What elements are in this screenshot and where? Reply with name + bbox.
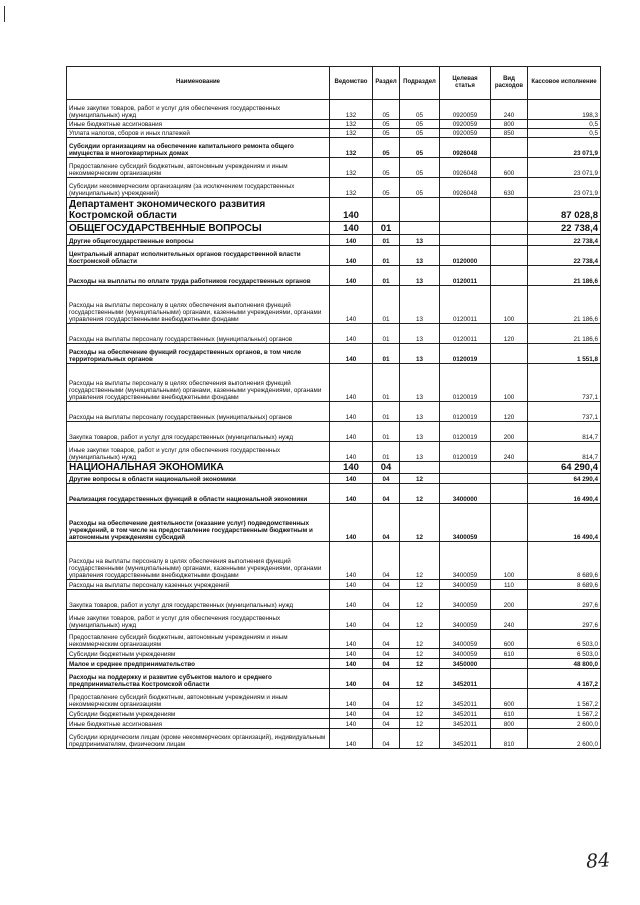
cell-type [491,504,528,542]
cell-cash: 16 490,4 [528,484,601,504]
cell-subsection: 13 [400,344,440,364]
cell-type: 810 [491,729,528,749]
cell-name: ОБЩЕГОСУДАРСТВЕННЫЕ ВОПРОСЫ [67,222,330,235]
cell-name: Малое и среднее предпринимательство [67,659,330,669]
cell-name: Реализация государственных функций в области национальной экономики [67,484,330,504]
cell-name: Иные закупки товаров, работ и услуг для обеспечения государственных (муниципальных) нужд [67,610,330,630]
cell-name: Расходы на обеспечение деятельности (оказание услуг) подведомственных учреждений, в том числе на предоставление государственным бюджетным и автономным учреждениям субсидий [67,504,330,542]
header-section: Раздел [373,67,400,100]
cell-name: Департамент экономического развития Костромской области [67,198,330,222]
cell-section: 05 [373,129,400,138]
cell-type: 600 [491,689,528,709]
cell-cash: 1 551,8 [528,344,601,364]
cell-article: 3400059 [440,649,491,659]
cell-subsection: 12 [400,709,440,719]
cell-article [440,235,491,246]
cell-subsection: 13 [400,266,440,286]
cell-subsection: 12 [400,719,440,729]
cell-cash: 814,7 [528,442,601,462]
table-row [67,324,601,344]
cell-article: 0120019 [440,344,491,364]
cell-dept: 140 [330,198,373,222]
cell-type [491,659,528,669]
cell-article: 0920059 [440,120,491,129]
cell-dept: 140 [330,462,373,474]
cell-type: 200 [491,590,528,610]
cell-dept: 132 [330,129,373,138]
header-cash: Кассовое исполнение [528,67,601,100]
cell-subsection: 13 [400,286,440,324]
cell-section: 04 [373,474,400,484]
cell-type: 850 [491,129,528,138]
cell-section: 04 [373,542,400,580]
cell-type: 600 [491,630,528,649]
cell-name: Расходы на выплаты персоналу казенных учреждений [67,580,330,590]
cell-dept: 140 [330,630,373,649]
table-row [67,689,601,709]
table-row [67,138,601,158]
cell-type [491,235,528,246]
cell-subsection: 12 [400,630,440,649]
cell-cash: 22 738,4 [528,235,601,246]
cell-subsection: 05 [400,178,440,198]
cell-dept: 140 [330,542,373,580]
cell-type: 100 [491,364,528,402]
cell-name: Центральный аппарат исполнительных органов государственной власти Костромской области [67,246,330,266]
cell-subsection: 12 [400,649,440,659]
table-row [67,364,601,402]
cell-cash: 21 186,6 [528,286,601,324]
table-row [67,129,601,138]
cell-subsection: 12 [400,580,440,590]
cell-type [491,198,528,222]
cell-subsection: 13 [400,402,440,422]
cell-article: 0120000 [440,246,491,266]
cell-name: Расходы на обеспечение функций государственных органов, в том числе территориальных органов [67,344,330,364]
cell-dept: 132 [330,178,373,198]
cell-article: 0926048 [440,178,491,198]
cell-article: 0120019 [440,442,491,462]
cell-section: 05 [373,138,400,158]
cell-section: 01 [373,442,400,462]
cell-cash: 64 290,4 [528,462,601,474]
cell-article: 3400059 [440,504,491,542]
cell-article: 0120019 [440,422,491,442]
table-row [67,246,601,266]
header-expense-type: Вид расходов [491,67,528,100]
cell-article: 3452011 [440,689,491,709]
cell-subsection: 13 [400,364,440,402]
cell-section: 01 [373,235,400,246]
cell-name: Субсидии юридическим лицам (кроме некоммерческих организаций), индивидуальным предпринимателям, физическим лицам [67,729,330,749]
cell-section: 04 [373,504,400,542]
cell-cash: 1 567,2 [528,689,601,709]
cell-dept: 140 [330,709,373,719]
cell-article: 3452011 [440,719,491,729]
cell-cash: 16 490,4 [528,504,601,542]
cell-subsection: 05 [400,129,440,138]
cell-section: 04 [373,719,400,729]
cell-subsection: 12 [400,484,440,504]
cell-subsection [400,198,440,222]
cell-article: 0926048 [440,138,491,158]
cell-article: 3400059 [440,580,491,590]
cell-name: Расходы на выплаты персоналу в целях обеспечения выполнения функций государственными (муниципальными) органами, казенными учреждениями, органами управления государственными внебюджетными фондами [67,542,330,580]
cell-article: 3400059 [440,610,491,630]
page-number: 84 [585,849,611,873]
cell-section: 01 [373,246,400,266]
cell-article: 3400000 [440,484,491,504]
cell-subsection: 12 [400,542,440,580]
cell-article: 3452011 [440,669,491,689]
cell-name: Предоставление субсидий бюджетным, автономным учреждениям и иным некоммерческим организациям [67,689,330,709]
cell-subsection: 13 [400,422,440,442]
cell-article: 0120019 [440,402,491,422]
cell-section: 01 [373,222,400,235]
cell-section: 05 [373,120,400,129]
cell-name: Расходы на выплаты по оплате труда работников государственных органов [67,266,330,286]
cell-subsection: 05 [400,100,440,120]
cell-dept: 132 [330,120,373,129]
cell-name: Расходы на выплаты персоналу государственных (муниципальных) органов [67,402,330,422]
cell-name: Закупка товаров, работ и услуг для государственных (муниципальных) нужд [67,422,330,442]
table-row [67,402,601,422]
cell-name: Иные бюджетные ассигнования [67,719,330,729]
cell-type [491,266,528,286]
cell-dept: 140 [330,402,373,422]
cell-type: 240 [491,442,528,462]
table-body [67,100,601,749]
cell-article: 3450000 [440,659,491,669]
cell-subsection [400,462,440,474]
cell-name: Расходы на поддержку и развитие субъектов малого и среднего предпринимательства Костромской области [67,669,330,689]
table-row [67,709,601,719]
table-row [67,659,601,669]
cell-type: 240 [491,100,528,120]
cell-subsection: 05 [400,120,440,129]
cell-name: Предоставление субсидий бюджетным, автономным учреждениям и иным некоммерческим организациям [67,630,330,649]
cell-dept: 140 [330,649,373,659]
cell-article: 0120019 [440,364,491,402]
cell-section: 04 [373,630,400,649]
table-row [67,235,601,246]
cell-section: 05 [373,178,400,198]
cell-article: 3400059 [440,590,491,610]
cell-section: 04 [373,649,400,659]
cell-name: Субсидии бюджетным учреждениям [67,649,330,659]
table-row [67,462,601,474]
cell-subsection: 12 [400,659,440,669]
cell-subsection: 05 [400,138,440,158]
cell-type [491,138,528,158]
cell-type [491,669,528,689]
table-row [67,286,601,324]
cell-dept: 140 [330,729,373,749]
cell-dept: 140 [330,689,373,709]
cell-article: 0920059 [440,129,491,138]
cell-type: 610 [491,709,528,719]
cell-cash: 23 071,9 [528,138,601,158]
cell-dept: 140 [330,442,373,462]
cell-type: 200 [491,422,528,442]
cell-cash: 198,3 [528,100,601,120]
cell-cash: 297,6 [528,590,601,610]
cell-type: 100 [491,542,528,580]
cell-name: Другие вопросы в области национальной экономики [67,474,330,484]
cell-name: НАЦИОНАЛЬНАЯ ЭКОНОМИКА [67,462,330,474]
cell-cash: 0,5 [528,120,601,129]
cell-subsection: 12 [400,729,440,749]
cell-section: 01 [373,402,400,422]
cell-type: 610 [491,649,528,659]
cell-name: Иные закупки товаров, работ и услуг для обеспечения государственных (муниципальных) нужд [67,100,330,120]
cell-article [440,474,491,484]
cell-subsection: 13 [400,235,440,246]
cell-section: 04 [373,689,400,709]
cell-subsection: 13 [400,442,440,462]
cell-name: Субсидии организациям на обеспечение капитального ремонта общего имущества в многоквартирных домах [67,138,330,158]
cell-name: Расходы на выплаты персоналу государственных (муниципальных) органов [67,324,330,344]
table-row [67,222,601,235]
cell-cash: 8 689,6 [528,580,601,590]
table-row [67,580,601,590]
cell-dept: 132 [330,100,373,120]
table-row [67,484,601,504]
cell-cash: 1 567,2 [528,709,601,719]
cell-type: 110 [491,580,528,590]
cell-cash: 64 290,4 [528,474,601,484]
cell-article [440,222,491,235]
cell-type: 600 [491,158,528,178]
cell-dept: 140 [330,286,373,324]
header-dept: Ведомство [330,67,373,100]
table-row [67,178,601,198]
cell-type: 100 [491,286,528,324]
table-row [67,542,601,580]
header-article: Целевая статья [440,67,491,100]
table-row [67,719,601,729]
cell-subsection: 13 [400,324,440,344]
cell-dept: 140 [330,719,373,729]
cell-dept: 140 [330,364,373,402]
cell-cash: 8 689,6 [528,542,601,580]
cell-dept: 140 [330,324,373,344]
table-row [67,266,601,286]
cell-subsection: 12 [400,669,440,689]
table-row [67,504,601,542]
cell-type: 630 [491,178,528,198]
cell-section [373,198,400,222]
cell-section: 01 [373,324,400,344]
cell-name: Уплата налогов, сборов и иных платежей [67,129,330,138]
cell-cash: 2 600,0 [528,719,601,729]
cell-article: 3400059 [440,542,491,580]
header-subsection: Подраздел [400,67,440,100]
cell-section: 01 [373,422,400,442]
table-row [67,158,601,178]
cell-section: 01 [373,344,400,364]
cell-section: 04 [373,462,400,474]
cell-subsection: 12 [400,689,440,709]
cell-subsection [400,222,440,235]
cell-type: 240 [491,610,528,630]
cell-article: 3452011 [440,709,491,719]
cell-cash: 48 800,0 [528,659,601,669]
cell-name: Закупка товаров, работ и услуг для государственных (муниципальных) нужд [67,590,330,610]
cell-section: 04 [373,659,400,669]
cell-dept: 140 [330,504,373,542]
cell-article [440,462,491,474]
header-name: Наименование [67,67,330,100]
cell-dept: 140 [330,484,373,504]
cell-type [491,344,528,364]
scan-mark [4,6,5,22]
table-row [67,422,601,442]
cell-section: 01 [373,286,400,324]
cell-name: Субсидии бюджетным учреждениям [67,709,330,719]
cell-section: 05 [373,100,400,120]
cell-cash: 6 503,0 [528,649,601,659]
cell-section: 04 [373,709,400,719]
cell-subsection: 12 [400,590,440,610]
cell-cash: 4 167,2 [528,669,601,689]
cell-name: Другие общегосударственные вопросы [67,235,330,246]
cell-section: 04 [373,580,400,590]
cell-cash: 23 071,9 [528,158,601,178]
cell-section: 04 [373,729,400,749]
budget-table [66,66,601,749]
cell-dept: 140 [330,235,373,246]
table-row [67,590,601,610]
cell-cash: 6 503,0 [528,630,601,649]
cell-section: 01 [373,266,400,286]
cell-section: 04 [373,590,400,610]
cell-cash: 87 028,8 [528,198,601,222]
cell-type [491,462,528,474]
cell-article: 3400059 [440,630,491,649]
cell-section: 01 [373,364,400,402]
cell-cash: 23 071,9 [528,178,601,198]
cell-type [491,246,528,266]
table-row [67,729,601,749]
cell-cash: 22 738,4 [528,222,601,235]
cell-dept: 140 [330,422,373,442]
cell-dept: 140 [330,590,373,610]
cell-dept: 140 [330,344,373,364]
cell-cash: 2 600,0 [528,729,601,749]
cell-article: 3452011 [440,729,491,749]
cell-article: 0120011 [440,324,491,344]
cell-subsection: 05 [400,158,440,178]
cell-dept: 132 [330,138,373,158]
cell-dept: 140 [330,669,373,689]
cell-subsection: 12 [400,474,440,484]
table-row [67,630,601,649]
table-row [67,610,601,630]
cell-dept: 140 [330,580,373,590]
table-row [67,198,601,222]
cell-cash: 21 186,6 [528,266,601,286]
cell-dept: 140 [330,610,373,630]
cell-cash: 737,1 [528,364,601,402]
cell-type: 120 [491,324,528,344]
table-row [67,100,601,120]
cell-type: 120 [491,402,528,422]
cell-type: 800 [491,719,528,729]
table-header-row [67,67,601,100]
cell-dept: 140 [330,659,373,669]
cell-article: 0920059 [440,100,491,120]
table-row [67,474,601,484]
cell-subsection: 12 [400,610,440,630]
cell-article: 0120011 [440,266,491,286]
cell-type [491,484,528,504]
table-row [67,442,601,462]
cell-name: Иные бюджетные ассигнования [67,120,330,129]
cell-dept: 132 [330,158,373,178]
cell-dept: 140 [330,222,373,235]
cell-name: Предоставление субсидий бюджетным, автономным учреждениям и иным некоммерческим организациям [67,158,330,178]
cell-dept: 140 [330,474,373,484]
cell-cash: 22 738,4 [528,246,601,266]
cell-section: 04 [373,610,400,630]
table-row [67,649,601,659]
cell-name: Расходы на выплаты персоналу в целях обеспечения выполнения функций государственными (муниципальными) органами, казенными учреждениями, органами управления государственными внебюджетными фондами [67,286,330,324]
cell-article: 0926048 [440,158,491,178]
cell-type: 800 [491,120,528,129]
cell-dept: 140 [330,266,373,286]
table-row [67,669,601,689]
table-row [67,344,601,364]
cell-article [440,198,491,222]
cell-article: 0120011 [440,286,491,324]
cell-section: 05 [373,158,400,178]
table-row [67,120,601,129]
cell-cash: 814,7 [528,422,601,442]
cell-cash: 21 186,6 [528,324,601,344]
cell-cash: 0,5 [528,129,601,138]
cell-section: 04 [373,669,400,689]
cell-name: Субсидии некоммерческим организациям (за исключением государственных (муниципальных) учреждений) [67,178,330,198]
cell-dept: 140 [330,246,373,266]
cell-type [491,474,528,484]
cell-subsection: 13 [400,246,440,266]
cell-name: Расходы на выплаты персоналу в целях обеспечения выполнения функций государственными (муниципальными) органами, казенными учреждениями, органами управления государственными внебюджетными фондами [67,364,330,402]
cell-name: Иные закупки товаров, работ и услуг для обеспечения государственных (муниципальных) нужд [67,442,330,462]
cell-type [491,222,528,235]
cell-section: 04 [373,484,400,504]
cell-cash: 297,6 [528,610,601,630]
cell-subsection: 12 [400,504,440,542]
cell-cash: 737,1 [528,402,601,422]
